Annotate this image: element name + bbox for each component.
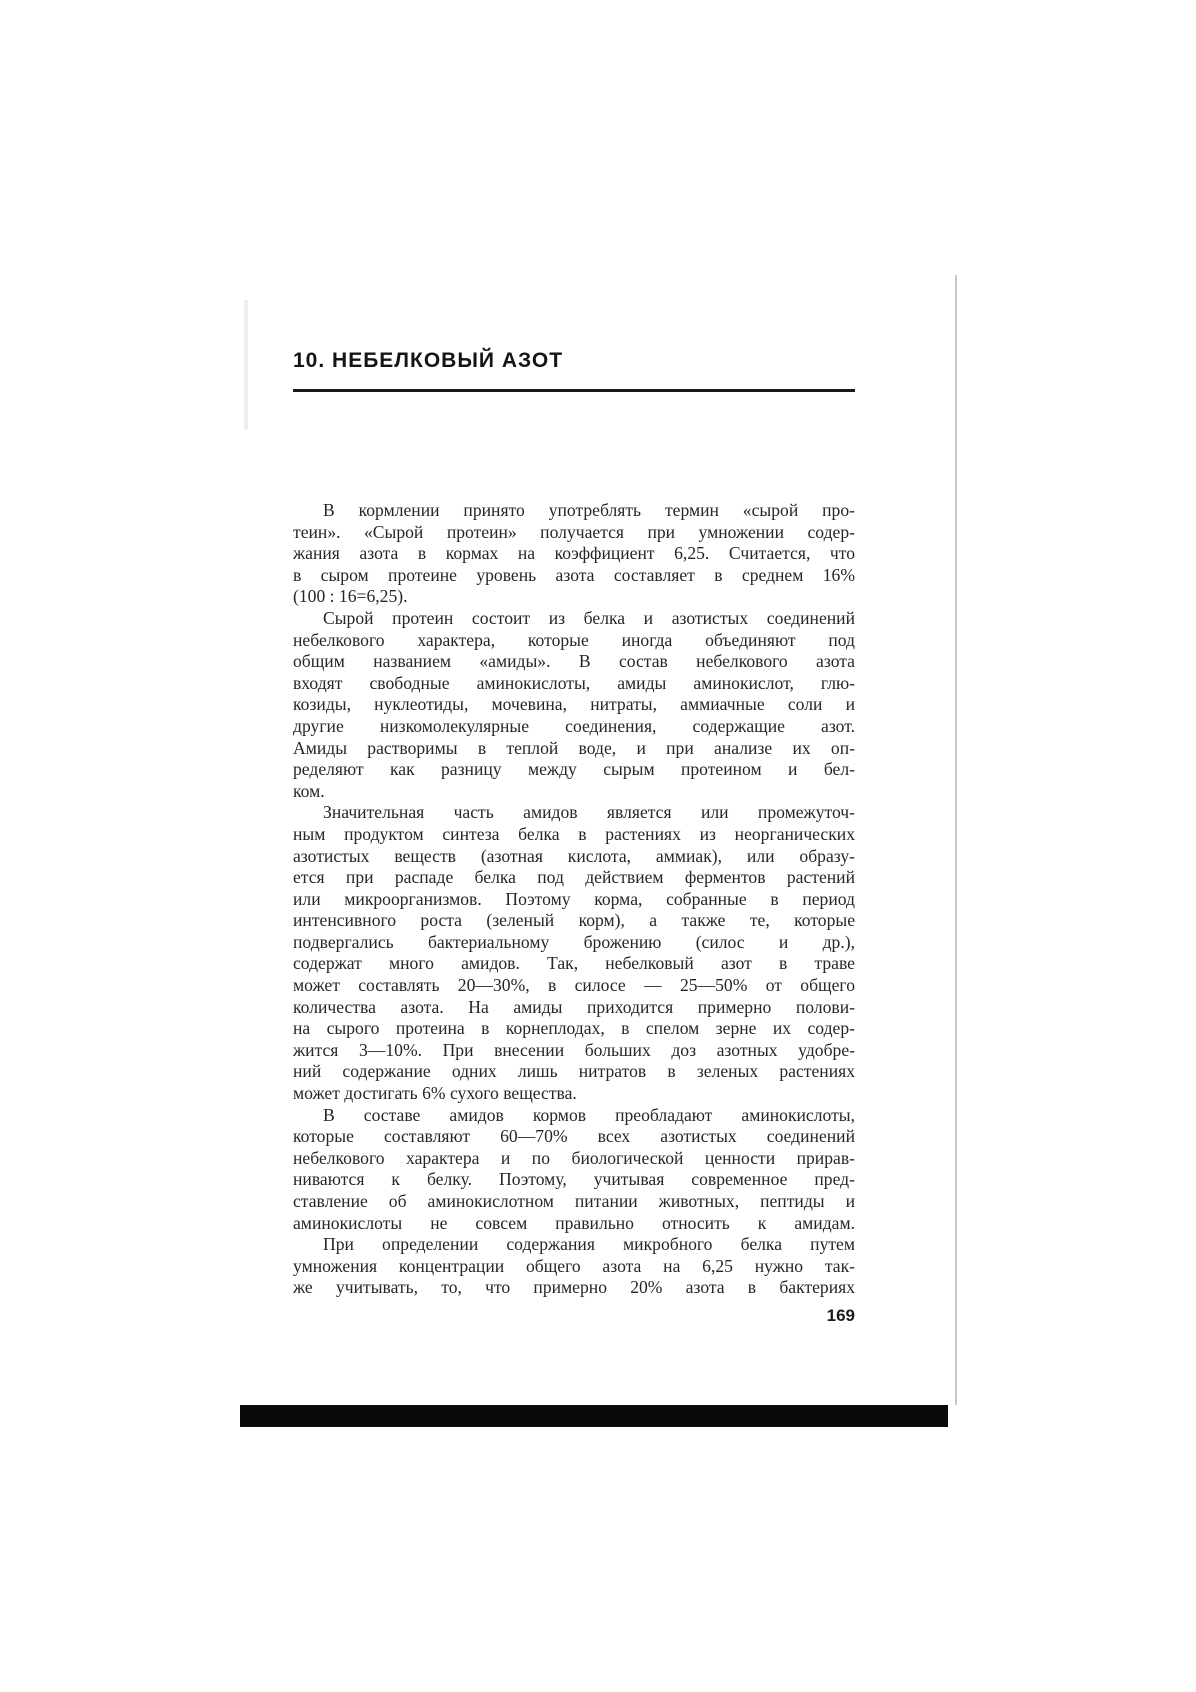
- text-line: При определении содержания микробного белка путем: [323, 1234, 855, 1255]
- text-line: В составе амидов кормов преобладают аминокислоты,: [323, 1104, 855, 1125]
- text-line: на сырого протеина в корнеплодах, в спелом зерне их содер-: [293, 1018, 855, 1039]
- text-line: в сыром протеине уровень азота составляет в среднем 16%: [293, 564, 855, 585]
- text-line: ниваются к белку. Поэтому, учитывая современное пред-: [293, 1169, 855, 1190]
- text-line: же учитывать, то, что примерно 20% азота в бактериях: [293, 1277, 855, 1298]
- chapter-heading: 10. НЕБЕЛКОВЫЙ АЗОТ: [293, 349, 564, 372]
- text-line: ком.: [293, 780, 325, 801]
- body-text: [293, 500, 855, 1299]
- text-line: ределяют как разницу между сырым протеином и бел-: [293, 759, 855, 780]
- scan-edge-shade: [244, 300, 248, 430]
- text-line: теин». «Сырой протеин» получается при умножении содер-: [293, 521, 855, 542]
- page-number: 169: [826, 1306, 855, 1325]
- text-line: В кормлении принято употреблять термин «сырой про-: [323, 500, 855, 520]
- text-line: козиды, нуклеотиды, мочевина, нитраты, аммиачные соли и: [293, 694, 855, 715]
- text-line: которые составляют 60—70% всех азотистых соединений: [293, 1126, 855, 1147]
- text-line: ется при распаде белка под действием ферментов растений: [293, 867, 855, 888]
- text-line: интенсивного роста (зеленый корм), а также те, которые: [293, 910, 855, 931]
- text-line: азотистых веществ (азотная кислота, аммиак), или образу-: [293, 845, 855, 866]
- text-line: ным продуктом синтеза белка в растениях из неорганических: [293, 823, 855, 844]
- text-line: небелкового характера и по биологической ценности прирав-: [293, 1147, 855, 1168]
- text-line: Значительная часть амидов является или промежуточ-: [323, 802, 855, 823]
- text-line: подвергались бактериальному брожению (силос и др.),: [293, 931, 855, 952]
- scan-bottom-bar: [240, 1405, 948, 1427]
- text-line: содержат много амидов. Так, небелковый азот в траве: [293, 953, 855, 974]
- text-line: ний содержание одних лишь нитратов в зеленых растениях: [293, 1061, 855, 1082]
- text-line: количества азота. На амиды приходится примерно полови-: [293, 996, 855, 1017]
- text-line: ставление об аминокислотном питании животных, пептиды и: [293, 1191, 855, 1211]
- text-line: Сырой протеин состоит из белка и азотистых соединений: [323, 607, 855, 628]
- heading-rule: [293, 389, 855, 392]
- text-line: жится 3—10%. При внесении больших доз азотных удобре-: [293, 1039, 855, 1060]
- text-line: входят свободные аминокислоты, амиды аминокислот, глю-: [293, 672, 855, 693]
- text-line: может достигать 6% сухого вещества.: [293, 1083, 577, 1104]
- page-edge-line: [955, 275, 957, 1405]
- text-line: небелкового характера, которые иногда объединяют под: [293, 629, 855, 650]
- text-line: или микроорганизмов. Поэтому корма, собранные в период: [293, 888, 855, 909]
- text-line: другие низкомолекулярные соединения, содержащие азот.: [293, 715, 855, 736]
- text-line: умножения концентрации общего азота на 6,25 нужно так-: [293, 1255, 855, 1276]
- text-line: может составлять 20—30%, в силосе — 25—50% от общего: [293, 975, 855, 996]
- text-line: общим названием «амиды». В состав небелкового азота: [293, 651, 855, 672]
- text-line: Амиды растворимы в теплой воде, и при анализе их оп-: [293, 737, 855, 758]
- text-line: жания азота в кормах на коэффициент 6,25. Считается, что: [293, 543, 855, 564]
- text-line: (100 : 16=6,25).: [293, 586, 408, 607]
- text-line: аминокислоты не совсем правильно относить к амидам.: [293, 1212, 855, 1233]
